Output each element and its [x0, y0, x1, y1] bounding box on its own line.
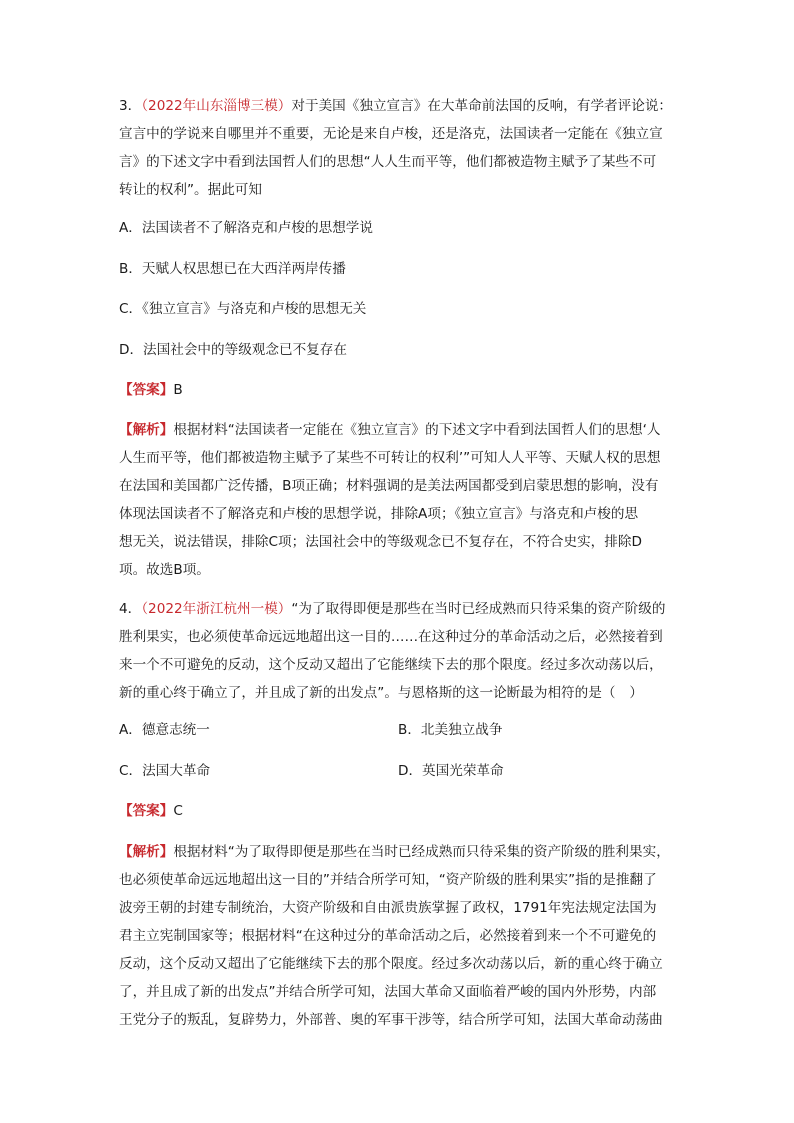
option-a: A．法国读者不了解洛克和卢梭的思想学说 — [119, 220, 373, 236]
text-line: 想无关，说法错误，排除C项；法国社会中的等级观念已不复存在，不符合史实，排除D — [119, 534, 642, 550]
analysis-label: 【解析】 — [119, 422, 174, 438]
text-line: 【解析】根据材料“法国读者一定能在《独立宣言》的下述文字中看到法国哲人们的思想‘人 — [119, 422, 661, 438]
text-line: 宣言中的学说来自哪里并不重要，无论是来自卢梭，还是洛克，法国读者一定能在《独立宣 — [119, 126, 663, 142]
text-line: 在法国和美国都广泛传播，B项正确；材料强调的是美法两国都受到启蒙思想的影响，没有 — [119, 478, 659, 494]
option-a: A．德意志统一 — [119, 722, 210, 738]
text-line: 体现法国读者不了解洛克和卢梭的思想学说，排除A项；《独立宣言》与洛克和卢梭的思 — [119, 506, 639, 522]
analysis-label: 【解析】 — [119, 844, 174, 860]
text-line: 了，并且成了新的出发点”并结合所学可知，法国大革命又面临着严峻的国内外形势，内部 — [119, 984, 657, 1000]
answer-value: C — [173, 803, 183, 819]
text-line: 王党分子的叛乱，复辟势力，外部普、奥的军事干涉等，结合所学可知，法国大革命动荡曲 — [119, 1012, 663, 1028]
option-c: C．《独立宣言》与洛克和卢梭的思想无关 — [119, 301, 367, 317]
answer-label: 【答案】 — [119, 382, 174, 398]
answer-line — [119, 801, 183, 821]
text-line: 新的重心终于确立了，并且成了新的出发点”。与恩格斯的这一论断最为相符的是（ ） — [119, 685, 644, 701]
answer-line — [119, 380, 183, 400]
analysis-block — [119, 416, 679, 584]
text-line: 项。故选B项。 — [119, 562, 210, 578]
analysis-block — [119, 838, 679, 1034]
question-3-stem — [119, 92, 679, 204]
option-c: C．法国大革命 — [119, 763, 211, 779]
question-4-stem — [119, 595, 679, 707]
text-line: 4．（2022年浙江杭州一模）“为了取得即便是那些在当时已经成熟而只待采集的资产阶级的 — [119, 601, 666, 617]
answer-value: B — [173, 382, 183, 398]
text-line: 转让的权利”。据此可知 — [119, 182, 262, 198]
text-line: 反动，这个反动又超出了它能继续下去的那个限度。经过多次动荡以后，新的重心终于确立 — [119, 956, 663, 972]
answer-label: 【答案】 — [119, 803, 174, 819]
text-line: 言》的下述文字中看到法国哲人们的思想“人人生而平等，他们都被造物主赋予了某些不可 — [119, 154, 657, 170]
text-line: 也必须使革命远远地超出这一目的”并结合所学可知，“资产阶级的胜利果实”指的是推翻了 — [119, 872, 657, 888]
text-line: 人生而平等，他们都被造物主赋予了某些不可转让的权利’”可知人人平等、天赋人权的思想 — [119, 450, 661, 466]
text-line: 【解析】根据材料“为了取得即便是那些在当时已经成熟而只待采集的资产阶级的胜利果实， — [119, 844, 670, 860]
option-b: B．天赋人权思想已在大西洋两岸传播 — [119, 261, 346, 277]
option-d: D．法国社会中的等级观念已不复存在 — [119, 342, 347, 358]
text-line: 3．（2022年山东淄博三模）对于美国《独立宣言》在大革命前法国的反响，有学者评论说： — [119, 98, 673, 114]
text-line: 来一个不可避免的反动，这个反动又超出了它能继续下去的那个限度。经过多次动荡以后， — [119, 657, 663, 673]
text-line: 君主立宪制国家等；根据材料“在这种过分的革命活动之后，必然接着到来一个不可避免的 — [119, 928, 657, 944]
option-b: B．北美独立战争 — [398, 722, 503, 738]
text-line: 胜利果实，也必须使革命远远地超出这一目的……在这种过分的革命活动之后，必然接着到 — [119, 629, 663, 645]
option-d: D．英国光荣革命 — [398, 763, 504, 779]
text-line: 波旁王朝的封建专制统治，大资产阶级和自由派贵族掌握了政权，1791年宪法规定法国为 — [119, 900, 657, 916]
